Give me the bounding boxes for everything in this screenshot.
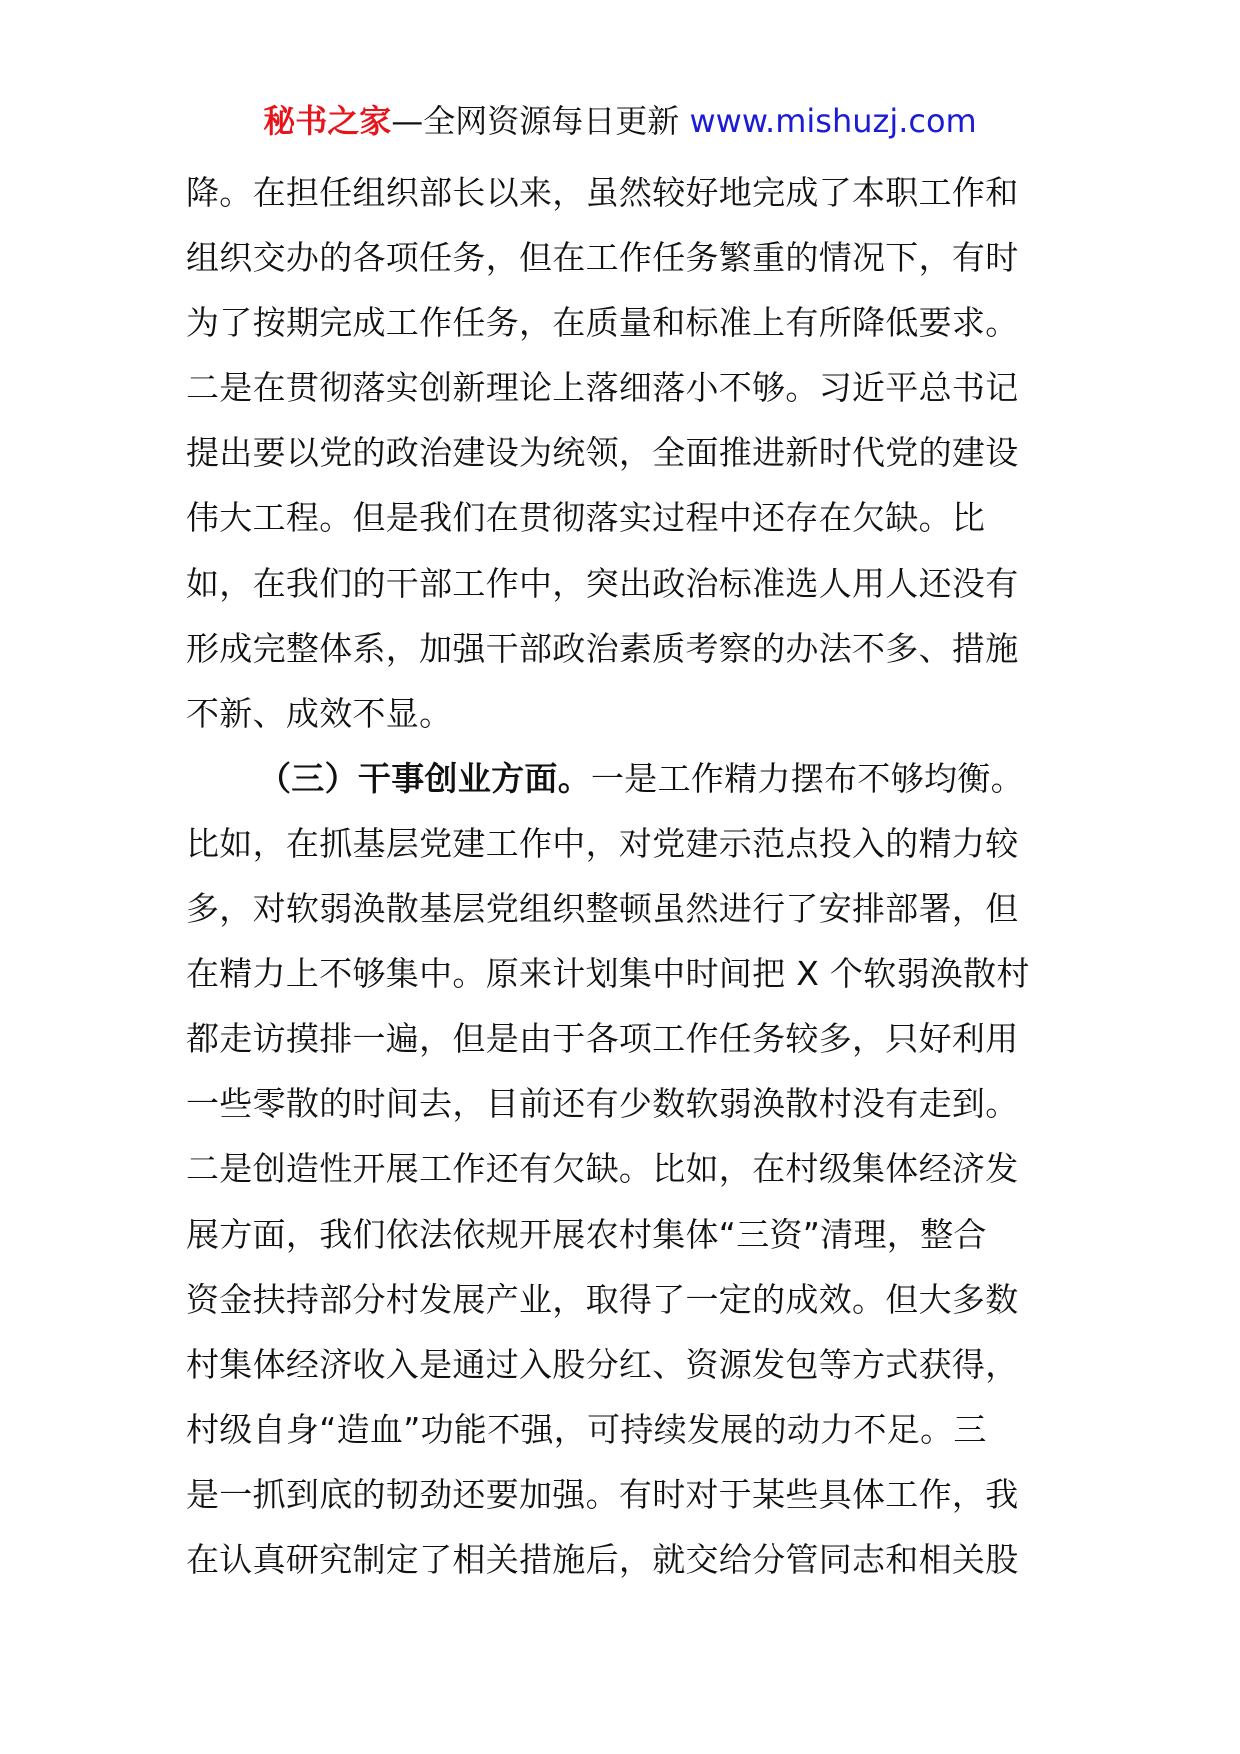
text-line: 多，对软弱涣散基层党组织整顿虽然进行了安排部署，但 [186,889,1019,929]
text-line: 是一抓到底的韧劲还要加强。有时对于某些具体工作，我 [186,1474,1019,1514]
text-line: 资金扶持部分村发展产业，取得了一定的成效。但大多数 [186,1279,1019,1319]
text-line: 伟大工程。但是我们在贯彻落实过程中还存在欠缺。比 [186,498,986,538]
text-line: 在认真研究制定了相关措施后，就交给分管同志和相关股 [186,1539,1019,1579]
text-line: 都走访摸排一遍，但是由于各项工作任务较多，只好利用 [186,1019,1019,1059]
brand-name: 秘书之家 [263,102,392,140]
text-line: 村级自身“造血”功能不强，可持续发展的动力不足。三 [186,1409,987,1449]
text-line: 二是创造性开展工作还有欠缺。比如，在村级集体经济发 [186,1149,1019,1189]
section-heading-line [186,746,1058,811]
header-tagline: —全网资源每日更新 [391,102,690,140]
text-line: 比如，在抓基层党建工作中，对党建示范点投入的精力较 [186,823,1019,863]
text-line: 降。在担任组织部长以来，虽然较好地完成了本职工作和 [186,173,1019,212]
text-line: 形成完整体系，加强干部政治素质考察的办法不多、措施 [186,628,1019,668]
text-line: 组织交办的各项任务，但在工作任务繁重的情况下，有时 [186,238,1019,278]
text-line: 村集体经济收入是通过入股分红、资源发包等方式获得， [186,1344,1019,1384]
text-line: 为了按期完成工作任务，在质量和标准上有所降低要求。 [186,303,1019,343]
text-line: 如，在我们的干部工作中，突出政治标准选人用人还没有 [186,563,1019,603]
header-url-link[interactable]: www.mishuzj.com [689,102,977,140]
section-heading: （三）干事创业方面。 [258,758,591,798]
text-line: 提出要以党的政治建设为统领，全面推进新时代党的建设 [186,433,1019,473]
page-header [0,98,1240,144]
body-text [186,160,1058,1592]
text-line: 二是在贯彻落实创新理论上落细落小不够。习近平总书记 [186,368,1019,408]
text-line: 一些零散的时间去，目前还有少数软弱涣散村没有走到。 [186,1084,1019,1124]
text-line: 展方面，我们依法依规开展农村集体“三资”清理，整合 [186,1214,987,1254]
text-line: 在精力上不够集中。原来计划集中时间把 X 个软弱涣散村 [186,954,1030,994]
text-line: 一是工作精力摆布不够均衡。 [591,758,1024,798]
text-line: 不新、成效不显。 [186,693,453,733]
